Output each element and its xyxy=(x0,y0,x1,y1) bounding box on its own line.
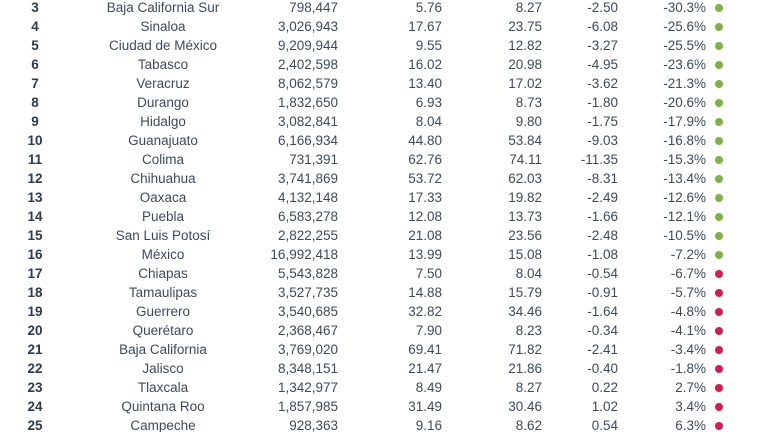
percent-change-cell: -21.3% xyxy=(663,76,706,91)
rank-cell: 5 xyxy=(31,38,39,53)
difference-cell: -2.49 xyxy=(587,190,618,205)
status-dot-icon xyxy=(715,156,723,164)
percent-change-cell: -15.3% xyxy=(663,152,706,167)
percent-change-cell: -7.2% xyxy=(670,247,706,262)
population-cell: 1,342,977 xyxy=(277,380,338,395)
population-cell: 8,348,151 xyxy=(277,361,338,376)
rate-value-1-cell: 31.49 xyxy=(408,399,442,414)
rate-value-2-cell: 8.27 xyxy=(515,380,542,395)
percent-change-cell: -3.4% xyxy=(670,342,706,357)
rate-value-1-cell: 62.76 xyxy=(408,152,442,167)
state-name-cell: Tabasco xyxy=(137,57,189,72)
state-name-cell: Querétaro xyxy=(132,323,194,338)
rate-value-1-cell: 13.99 xyxy=(408,247,442,262)
difference-cell: -2.48 xyxy=(587,228,618,243)
population-cell: 2,822,255 xyxy=(277,228,338,243)
table-row xyxy=(0,245,768,264)
population-cell: 3,769,020 xyxy=(277,342,338,357)
population-cell: 6,583,278 xyxy=(277,209,338,224)
state-name-cell: México xyxy=(141,247,185,262)
population-cell: 3,540,685 xyxy=(277,304,338,319)
rank-cell: 10 xyxy=(27,133,43,148)
difference-cell: -0.91 xyxy=(587,285,618,300)
status-dot-icon xyxy=(715,213,723,221)
status-dot-icon xyxy=(715,194,723,202)
state-name-cell: Puebla xyxy=(141,209,185,224)
rank-cell: 14 xyxy=(27,209,43,224)
percent-change-cell: -12.6% xyxy=(663,190,706,205)
status-dot-icon xyxy=(715,422,723,430)
difference-cell: 0.22 xyxy=(591,380,618,395)
rank-cell: 22 xyxy=(27,361,43,376)
difference-cell: -1.64 xyxy=(587,304,618,319)
table-row xyxy=(0,93,768,112)
table-row xyxy=(0,188,768,207)
difference-cell: -2.50 xyxy=(587,0,618,15)
status-dot-icon xyxy=(715,251,723,259)
percent-change-cell: -6.7% xyxy=(670,266,706,281)
state-name-cell: Quintana Roo xyxy=(121,399,205,414)
difference-cell: -11.35 xyxy=(580,152,618,167)
state-name-cell: Baja California xyxy=(119,342,207,357)
status-dot-icon xyxy=(715,346,723,354)
rate-value-2-cell: 53.84 xyxy=(508,133,542,148)
table-row xyxy=(0,264,768,283)
rate-value-2-cell: 23.56 xyxy=(508,228,542,243)
table-row xyxy=(0,207,768,226)
difference-cell: -6.08 xyxy=(587,19,618,34)
rate-value-1-cell: 6.93 xyxy=(415,95,442,110)
percent-change-cell: -4.8% xyxy=(670,304,706,319)
table-row xyxy=(0,131,768,150)
rate-value-1-cell: 16.02 xyxy=(408,57,442,72)
rate-value-2-cell: 21.86 xyxy=(508,361,542,376)
difference-cell: 0.54 xyxy=(591,418,618,432)
population-cell: 16,992,418 xyxy=(270,247,338,262)
percent-change-cell: -25.5% xyxy=(663,38,706,53)
status-dot-icon xyxy=(715,270,723,278)
table-row xyxy=(0,226,768,245)
population-cell: 928,363 xyxy=(289,418,338,432)
status-dot-icon xyxy=(715,365,723,373)
rate-value-1-cell: 21.08 xyxy=(408,228,442,243)
percent-change-cell: 3.4% xyxy=(675,399,706,414)
rank-cell: 4 xyxy=(31,19,39,34)
population-cell: 8,062,579 xyxy=(277,76,338,91)
state-name-cell: Colima xyxy=(141,152,184,167)
table-row xyxy=(0,150,768,169)
percent-change-cell: 2.7% xyxy=(675,380,706,395)
state-name-cell: Tlaxcala xyxy=(137,380,189,395)
rate-value-1-cell: 9.55 xyxy=(415,38,442,53)
rate-value-2-cell: 15.79 xyxy=(508,285,542,300)
percent-change-cell: -17.9% xyxy=(663,114,706,129)
rank-cell: 15 xyxy=(27,228,43,243)
difference-cell: -1.66 xyxy=(587,209,618,224)
difference-cell: -1.08 xyxy=(587,247,618,262)
rate-value-2-cell: 20.98 xyxy=(508,57,542,72)
rank-cell: 17 xyxy=(27,266,43,281)
rate-value-1-cell: 14.88 xyxy=(408,285,442,300)
population-cell: 2,368,467 xyxy=(277,323,338,338)
rate-value-1-cell: 13.40 xyxy=(408,76,442,91)
rate-value-2-cell: 9.80 xyxy=(515,114,542,129)
population-cell: 6,166,934 xyxy=(277,133,338,148)
table-row xyxy=(0,321,768,340)
rate-value-2-cell: 12.82 xyxy=(508,38,542,53)
rate-value-1-cell: 53.72 xyxy=(408,171,442,186)
population-cell: 5,543,828 xyxy=(277,266,338,281)
difference-cell: -2.41 xyxy=(587,342,618,357)
percent-change-cell: -10.5% xyxy=(663,228,706,243)
percent-change-cell: -5.7% xyxy=(670,285,706,300)
state-name-cell: Durango xyxy=(137,95,189,110)
population-cell: 798,447 xyxy=(289,0,338,15)
table-row xyxy=(0,340,768,359)
difference-cell: -0.40 xyxy=(587,361,618,376)
population-cell: 4,132,148 xyxy=(277,190,338,205)
state-name-cell: Chiapas xyxy=(138,266,188,281)
percent-change-cell: -1.8% xyxy=(670,361,706,376)
rank-cell: 25 xyxy=(27,418,43,432)
state-name-cell: Veracruz xyxy=(136,76,190,91)
percent-change-cell: -30.3% xyxy=(663,0,706,15)
table-row xyxy=(0,359,768,378)
rate-value-1-cell: 5.76 xyxy=(415,0,442,15)
state-name-cell: Guerrero xyxy=(135,304,191,319)
status-dot-icon xyxy=(715,175,723,183)
status-dot-icon xyxy=(715,61,723,69)
difference-cell: -8.31 xyxy=(587,171,618,186)
rate-value-2-cell: 74.11 xyxy=(509,152,542,167)
table-row xyxy=(0,283,768,302)
rank-cell: 3 xyxy=(31,0,39,15)
population-cell: 3,026,943 xyxy=(277,19,338,34)
rank-cell: 23 xyxy=(27,380,43,395)
difference-cell: -4.95 xyxy=(587,57,618,72)
rate-value-2-cell: 8.23 xyxy=(515,323,542,338)
rate-value-2-cell: 8.62 xyxy=(515,418,542,432)
rate-value-1-cell: 32.82 xyxy=(408,304,442,319)
rate-value-2-cell: 8.73 xyxy=(515,95,542,110)
status-dot-icon xyxy=(715,384,723,392)
percent-change-cell: 6.3% xyxy=(675,418,706,432)
difference-cell: -9.03 xyxy=(587,133,618,148)
rank-cell: 11 xyxy=(27,152,43,167)
status-dot-icon xyxy=(715,137,723,145)
status-dot-icon xyxy=(715,23,723,31)
table-row xyxy=(0,74,768,93)
table-row xyxy=(0,112,768,131)
rate-value-2-cell: 8.04 xyxy=(515,266,542,281)
difference-cell: -1.80 xyxy=(587,95,618,110)
state-name-cell: Campeche xyxy=(130,418,196,432)
percent-change-cell: -20.6% xyxy=(663,95,706,110)
status-dot-icon xyxy=(715,327,723,335)
rate-value-1-cell: 7.50 xyxy=(415,266,442,281)
difference-cell: -3.62 xyxy=(587,76,618,91)
percent-change-cell: -25.6% xyxy=(663,19,706,34)
table-row xyxy=(0,17,768,36)
rate-value-1-cell: 44.80 xyxy=(408,133,442,148)
table-row xyxy=(0,0,768,17)
population-cell: 2,402,598 xyxy=(277,57,338,72)
status-dot-icon xyxy=(715,80,723,88)
rank-cell: 13 xyxy=(27,190,43,205)
rank-cell: 7 xyxy=(31,76,39,91)
rate-value-1-cell: 9.16 xyxy=(415,418,442,432)
rate-value-2-cell: 13.73 xyxy=(508,209,542,224)
rate-value-1-cell: 7.90 xyxy=(415,323,442,338)
rate-value-1-cell: 17.67 xyxy=(408,19,442,34)
rate-value-2-cell: 8.27 xyxy=(515,0,542,15)
rate-value-2-cell: 19.82 xyxy=(508,190,542,205)
status-dot-icon xyxy=(715,232,723,240)
state-name-cell: Guanajuato xyxy=(128,133,198,148)
difference-cell: -3.27 xyxy=(587,38,618,53)
percent-change-cell: -4.1% xyxy=(670,323,706,338)
difference-cell: -0.54 xyxy=(587,266,618,281)
rank-cell: 24 xyxy=(27,399,43,414)
rank-cell: 8 xyxy=(31,95,39,110)
rank-cell: 12 xyxy=(27,171,43,186)
state-name-cell: Sinaloa xyxy=(140,19,186,34)
population-cell: 3,527,735 xyxy=(277,285,338,300)
rate-value-2-cell: 17.02 xyxy=(508,76,542,91)
population-cell: 731,391 xyxy=(289,152,338,167)
state-name-cell: Tamaulipas xyxy=(128,285,198,300)
difference-cell: -0.34 xyxy=(587,323,618,338)
rank-cell: 6 xyxy=(31,57,39,72)
table-row xyxy=(0,169,768,188)
rate-value-2-cell: 23.75 xyxy=(508,19,542,34)
rate-value-1-cell: 8.49 xyxy=(415,380,442,395)
state-name-cell: Baja California Sur xyxy=(106,0,220,15)
population-cell: 9,209,944 xyxy=(277,38,338,53)
difference-cell: -1.75 xyxy=(587,114,618,129)
state-name-cell: San Luis Potosí xyxy=(115,228,211,243)
difference-cell: 1.02 xyxy=(591,399,618,414)
rank-cell: 19 xyxy=(27,304,43,319)
rate-value-2-cell: 34.46 xyxy=(508,304,542,319)
status-dot-icon xyxy=(715,4,723,12)
percent-change-cell: -12.1% xyxy=(663,209,706,224)
rank-cell: 21 xyxy=(27,342,43,357)
percent-change-cell: -16.8% xyxy=(663,133,706,148)
state-name-cell: Hidalgo xyxy=(140,114,186,129)
state-name-cell: Oaxaca xyxy=(139,190,187,205)
status-dot-icon xyxy=(715,42,723,50)
status-dot-icon xyxy=(715,308,723,316)
rate-value-1-cell: 69.41 xyxy=(408,342,442,357)
table-row xyxy=(0,302,768,321)
population-cell: 3,082,841 xyxy=(277,114,338,129)
percent-change-cell: -13.4% xyxy=(663,171,706,186)
status-dot-icon xyxy=(715,403,723,411)
rate-value-2-cell: 30.46 xyxy=(508,399,542,414)
rate-value-1-cell: 17.33 xyxy=(408,190,442,205)
table-row xyxy=(0,378,768,397)
rate-value-1-cell: 8.04 xyxy=(415,114,442,129)
rank-cell: 9 xyxy=(31,114,39,129)
population-cell: 3,741,869 xyxy=(277,171,338,186)
rate-value-1-cell: 21.47 xyxy=(408,361,442,376)
rate-value-2-cell: 71.82 xyxy=(508,342,542,357)
state-name-cell: Jalisco xyxy=(142,361,184,376)
state-name-cell: Chihuahua xyxy=(130,171,196,186)
rank-cell: 18 xyxy=(27,285,43,300)
rank-cell: 20 xyxy=(27,323,43,338)
population-cell: 1,832,650 xyxy=(277,95,338,110)
rate-value-1-cell: 12.08 xyxy=(408,209,442,224)
population-cell: 1,857,985 xyxy=(277,399,338,414)
table-row xyxy=(0,397,768,416)
table-row xyxy=(0,416,768,432)
rate-value-2-cell: 62.03 xyxy=(508,171,542,186)
table-row xyxy=(0,55,768,74)
status-dot-icon xyxy=(715,99,723,107)
status-dot-icon xyxy=(715,118,723,126)
table-row xyxy=(0,36,768,55)
status-dot-icon xyxy=(715,289,723,297)
rank-cell: 16 xyxy=(27,247,43,262)
state-name-cell: Ciudad de México xyxy=(108,38,218,53)
rate-value-2-cell: 15.08 xyxy=(508,247,542,262)
percent-change-cell: -23.6% xyxy=(663,57,706,72)
